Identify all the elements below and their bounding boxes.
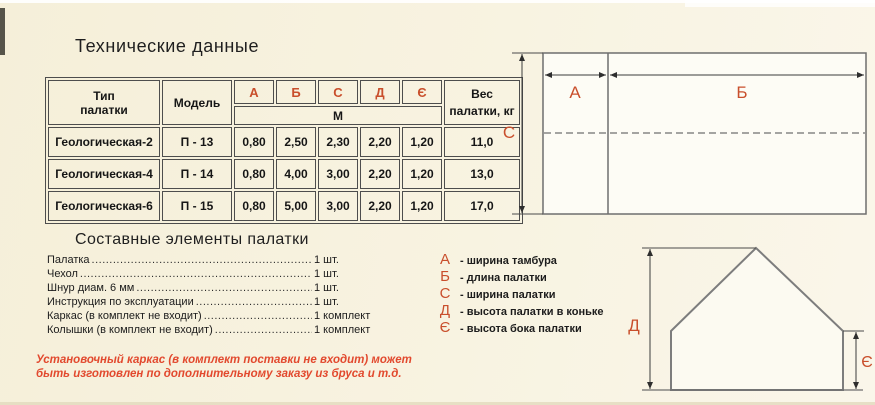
col-header-dim-d: Д bbox=[360, 80, 400, 104]
col-header-dim-a: А bbox=[234, 80, 274, 104]
cell-dim-b: 4,00 bbox=[276, 159, 316, 189]
legend-text: - высота палатки в коньке bbox=[460, 306, 604, 318]
components-title: Составные элементы палатки bbox=[75, 231, 309, 248]
list-item bbox=[47, 268, 392, 282]
cell-weight: 13,0 bbox=[444, 159, 520, 189]
legend-text: - ширина тамбура bbox=[460, 255, 557, 267]
table-row bbox=[48, 159, 520, 189]
component-qty: 1 шт. bbox=[314, 296, 339, 308]
spec-table bbox=[45, 77, 523, 224]
dot-leader bbox=[92, 254, 312, 266]
scan-artifact-top-right bbox=[685, 0, 875, 7]
cell-dim-e: 1,20 bbox=[402, 191, 442, 221]
col-header-model: Модель bbox=[162, 80, 232, 125]
legend-item bbox=[437, 268, 604, 285]
cell-dim-d: 2,20 bbox=[360, 127, 400, 157]
components-list bbox=[47, 254, 392, 338]
legend-letter: Б bbox=[440, 268, 450, 285]
dot-leader bbox=[196, 296, 312, 308]
legend-item bbox=[437, 302, 604, 319]
legend-item bbox=[437, 251, 604, 268]
cell-dim-c: 3,00 bbox=[318, 159, 358, 189]
note-line-1: Установочный каркас (в комплект поставки не входит) может bbox=[36, 354, 412, 366]
scan-artifact-left bbox=[0, 8, 5, 55]
cell-type: Геологическая-4 bbox=[48, 159, 160, 189]
dim-label-e: Є bbox=[861, 354, 873, 371]
legend-item bbox=[437, 285, 604, 302]
cell-dim-d: 2,20 bbox=[360, 159, 400, 189]
note-text bbox=[36, 354, 446, 381]
legend-text: - ширина палатки bbox=[460, 289, 556, 301]
cell-model: П - 13 bbox=[162, 127, 232, 157]
cell-type: Геологическая-6 bbox=[48, 191, 160, 221]
legend-letter: А bbox=[439, 251, 450, 268]
component-label: Инструкция по эксплуатации bbox=[47, 296, 194, 308]
list-item bbox=[47, 310, 392, 324]
legend-item bbox=[437, 319, 604, 336]
component-qty: 1 шт. bbox=[314, 254, 339, 266]
list-item bbox=[47, 282, 392, 296]
cell-model: П - 15 bbox=[162, 191, 232, 221]
col-header-dim-c: С bbox=[318, 80, 358, 104]
legend-text: - длина палатки bbox=[460, 272, 547, 284]
cell-type: Геологическая-2 bbox=[48, 127, 160, 157]
cell-dim-e: 1,20 bbox=[402, 127, 442, 157]
legend-letter: С bbox=[439, 285, 451, 302]
col-header-dim-b: Б bbox=[276, 80, 316, 104]
col-header-weight-line1: Вес bbox=[471, 87, 493, 102]
dot-leader bbox=[136, 282, 312, 294]
cell-dim-e: 1,20 bbox=[402, 159, 442, 189]
col-header-type bbox=[48, 80, 160, 125]
dim-label-a: А bbox=[569, 83, 581, 102]
tent-profile-outline bbox=[671, 248, 843, 390]
component-label: Палатка bbox=[47, 254, 90, 266]
dim-label-d: Д bbox=[628, 316, 640, 335]
list-item bbox=[47, 296, 392, 310]
dot-leader bbox=[204, 310, 312, 322]
col-header-type-line2: палатки bbox=[80, 102, 128, 117]
component-qty: 1 шт. bbox=[314, 282, 339, 294]
cell-dim-d: 2,20 bbox=[360, 191, 400, 221]
cell-dim-a: 0,80 bbox=[234, 159, 274, 189]
cell-weight: 11,0 bbox=[444, 127, 520, 157]
list-item bbox=[47, 254, 392, 268]
cell-dim-c: 2,30 bbox=[318, 127, 358, 157]
component-label: Колышки (в комплект не входит) bbox=[47, 324, 213, 336]
cell-dim-c: 3,00 bbox=[318, 191, 358, 221]
component-label: Шнур диам. 6 мм bbox=[47, 282, 135, 294]
table-row bbox=[48, 127, 520, 157]
col-header-type-line1: Тип bbox=[93, 88, 115, 103]
component-label: Каркас (в комплект не входит) bbox=[47, 310, 202, 322]
tent-side-view-diagram bbox=[620, 235, 875, 405]
tent-top-view-diagram bbox=[500, 40, 875, 225]
component-qty: 1 шт. bbox=[314, 268, 339, 280]
component-label: Чехол bbox=[47, 268, 78, 280]
col-header-dim-e: Є bbox=[402, 80, 442, 104]
legend-letter: Є bbox=[439, 319, 451, 336]
note-line-2: быть изготовлен по дополнительному заказу из бруса и т.д. bbox=[36, 367, 402, 380]
unit-header: М bbox=[234, 106, 442, 125]
component-qty: 1 комплект bbox=[314, 324, 371, 336]
legend-letter: Д bbox=[439, 302, 451, 319]
dim-label-c: С bbox=[502, 123, 516, 142]
page-title: Технические данные bbox=[75, 36, 260, 56]
table-row bbox=[48, 191, 520, 221]
cell-dim-a: 0,80 bbox=[234, 191, 274, 221]
cell-dim-b: 2,50 bbox=[276, 127, 316, 157]
cell-dim-b: 5,00 bbox=[276, 191, 316, 221]
table-header-row bbox=[48, 80, 520, 104]
dimension-legend bbox=[437, 251, 604, 336]
col-header-weight-line2: палатки, кг bbox=[449, 103, 515, 118]
cell-model: П - 14 bbox=[162, 159, 232, 189]
list-item bbox=[47, 324, 392, 338]
dot-leader bbox=[215, 324, 312, 336]
dim-label-b: Б bbox=[736, 83, 748, 102]
component-qty: 1 комплект bbox=[314, 310, 371, 322]
dot-leader bbox=[80, 268, 312, 280]
legend-text: - высота бока палатки bbox=[460, 323, 582, 335]
cell-dim-a: 0,80 bbox=[234, 127, 274, 157]
cell-weight: 17,0 bbox=[444, 191, 520, 221]
